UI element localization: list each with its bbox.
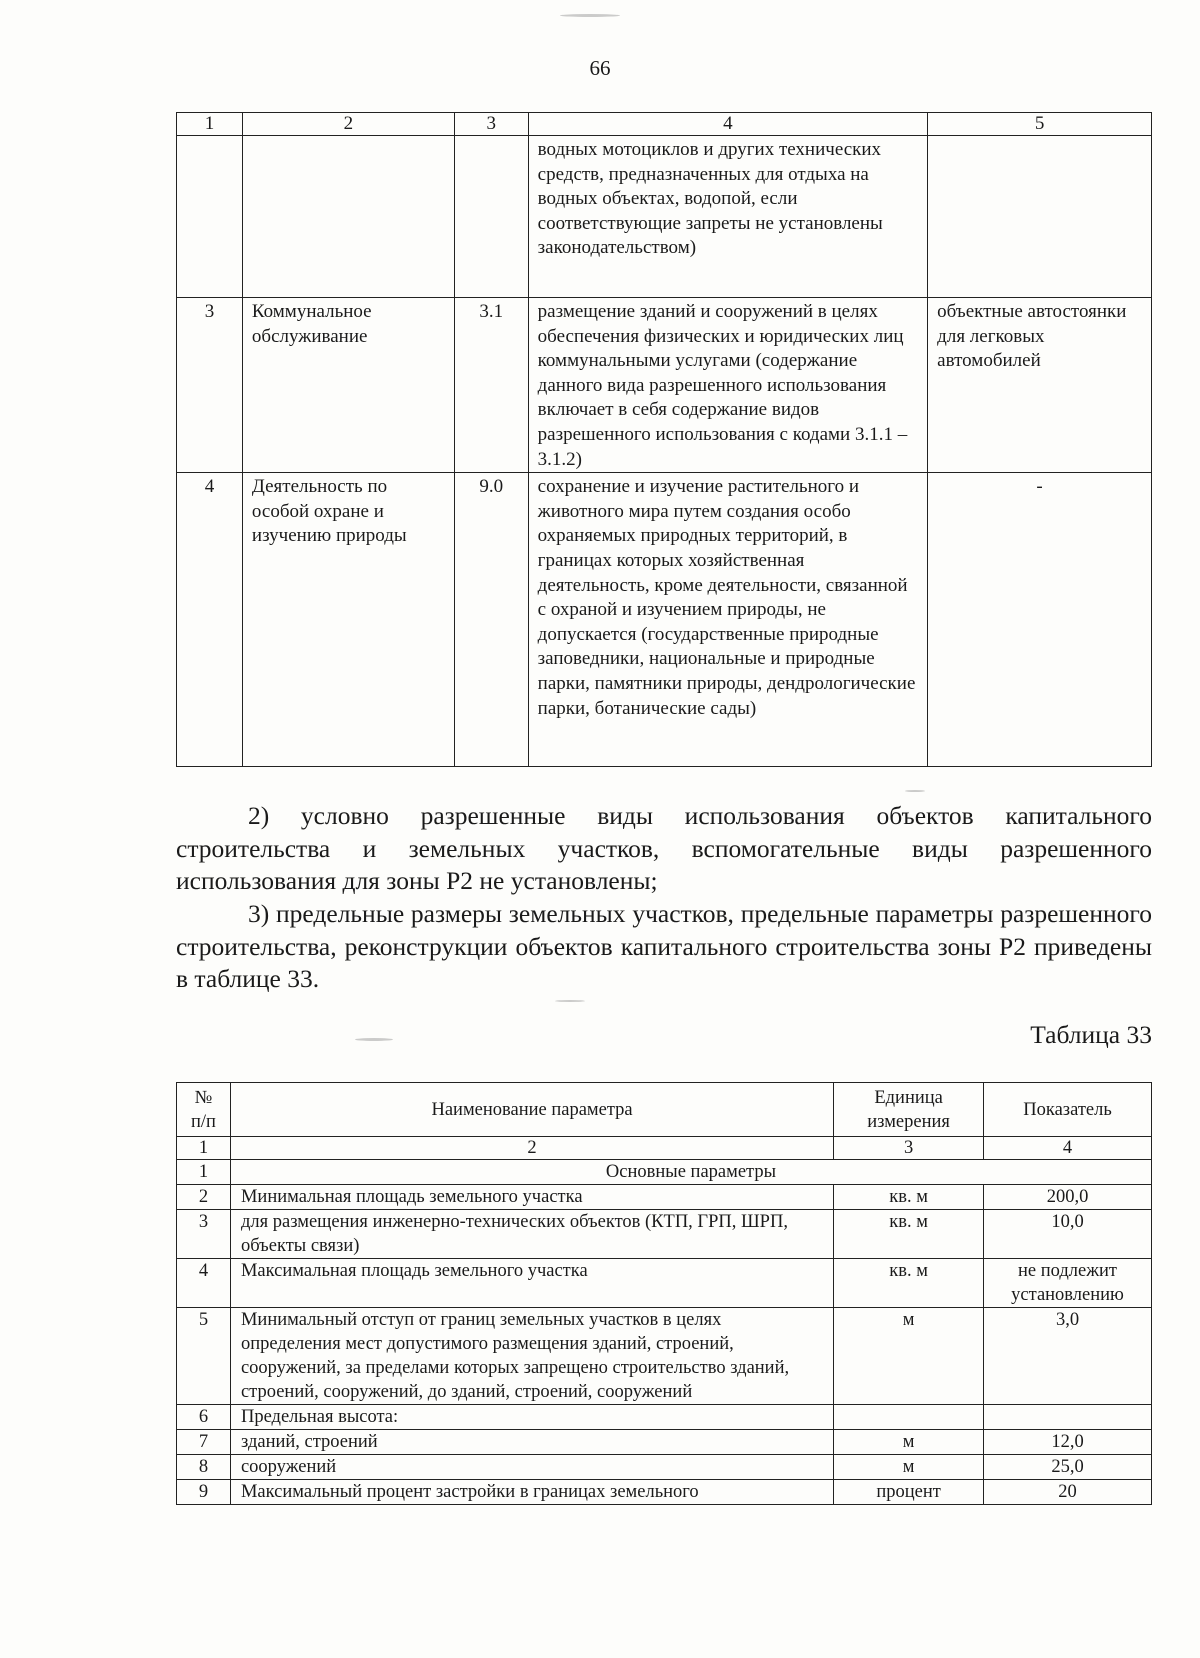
column-number: 5 xyxy=(928,113,1152,136)
table-header-row xyxy=(177,113,1152,136)
parameter-value: 12,0 xyxy=(984,1430,1152,1455)
parameter-unit: м xyxy=(834,1430,984,1455)
table-row xyxy=(177,1480,1152,1505)
table-row-section xyxy=(177,1160,1152,1185)
column-number: 4 xyxy=(528,113,928,136)
auxiliary-use: - xyxy=(928,473,1152,767)
row-number xyxy=(177,136,243,298)
header-parameter-name: Наименование параметра xyxy=(230,1083,833,1137)
parameter-unit: кв. м xyxy=(834,1259,984,1308)
use-type-description: сохранение и изучение растительного и животного мира путем создания особо охраняемых природных территорий, в границах которых хозяйственная деятельность, кроме деятельности, связанной с охраной и изучением природы, не допускается (государственные природные заповедники, национальные и природные парки, памятники природы, дендрологические парки, ботанические сады) xyxy=(528,473,928,767)
auxiliary-use xyxy=(928,136,1152,298)
row-number: 2 xyxy=(177,1185,231,1210)
use-type-name: Деятельность по особой охране и изучению природы xyxy=(242,473,454,767)
table-row xyxy=(177,473,1152,767)
row-number: 7 xyxy=(177,1430,231,1455)
parameter-unit: процент xyxy=(834,1480,984,1505)
row-number: 4 xyxy=(177,473,243,767)
parameter-name: Минимальная площадь земельного участка xyxy=(230,1185,833,1210)
parameters-table xyxy=(176,1082,1152,1505)
row-number: 3 xyxy=(177,298,243,473)
table-row xyxy=(177,1185,1152,1210)
auxiliary-use: объектные автостоянки для легковых автомобилей xyxy=(928,298,1152,473)
page-number: 66 xyxy=(589,56,611,80)
column-number: 3 xyxy=(834,1137,984,1160)
column-number: 4 xyxy=(984,1137,1152,1160)
table-row xyxy=(177,1405,1152,1430)
scan-speck xyxy=(905,790,925,792)
table-row xyxy=(177,1430,1152,1455)
paragraph-conditional-uses: 2) условно разрешенные виды использования объектов капитального строительства и земельных участков, вспомогательные виды разрешенного использования для зоны Р2 не установлены; xyxy=(176,801,1152,895)
header-value: Показатель xyxy=(984,1083,1152,1137)
permitted-use-table xyxy=(176,112,1152,767)
use-type-description: водных мотоциклов и других технических средств, предназначенных для отдыха на водных объектах, водопой, если соответствующие запреты не установлены законодательством) xyxy=(528,136,928,298)
header-unit: Единица измерения xyxy=(834,1083,984,1137)
column-number: 1 xyxy=(177,1137,231,1160)
column-numbers-row xyxy=(177,1137,1152,1160)
parameter-value xyxy=(984,1405,1152,1430)
table-row xyxy=(177,1455,1152,1480)
row-number: 1 xyxy=(177,1160,231,1185)
parameter-unit xyxy=(834,1405,984,1430)
column-number: 3 xyxy=(454,113,528,136)
use-type-description: размещение зданий и сооружений в целях обеспечения физических и юридических лиц коммунальными услугами (содержание данного вида разрешенного использования включает в себя содержание видов разрешенного использования с кодами 3.1.1 – 3.1.2) xyxy=(528,298,928,473)
parameter-name: Предельная высота: xyxy=(230,1405,833,1430)
section-title: Основные параметры xyxy=(230,1160,1151,1185)
row-number: 3 xyxy=(177,1210,231,1259)
table-row xyxy=(177,1259,1152,1308)
table-caption: Таблица 33 xyxy=(1030,1020,1152,1049)
column-number: 2 xyxy=(230,1137,833,1160)
row-number: 6 xyxy=(177,1405,231,1430)
table-header-row xyxy=(177,1083,1152,1137)
use-type-code: 9.0 xyxy=(454,473,528,767)
row-number: 4 xyxy=(177,1259,231,1308)
parameter-unit: м xyxy=(834,1455,984,1480)
header-number: № п/п xyxy=(177,1083,231,1137)
scan-speck xyxy=(555,1000,585,1002)
parameter-value: 20 xyxy=(984,1480,1152,1505)
parameter-value: 3,0 xyxy=(984,1308,1152,1405)
scan-speck xyxy=(355,1038,393,1041)
table-row xyxy=(177,136,1152,298)
column-number: 2 xyxy=(242,113,454,136)
parameter-name: сооружений xyxy=(230,1455,833,1480)
row-number: 9 xyxy=(177,1480,231,1505)
parameter-value: 200,0 xyxy=(984,1185,1152,1210)
table-row xyxy=(177,1210,1152,1259)
parameter-value: не подлежит установлению xyxy=(984,1259,1152,1308)
parameter-name: Минимальный отступ от границ земельных участков в целях определения мест допустимого размещения зданий, строений, сооружений, за пределами которых запрещено строительство зданий, строений, сооружений, до зданий, строений, сооружений xyxy=(230,1308,833,1405)
parameter-unit: м xyxy=(834,1308,984,1405)
table-row xyxy=(177,298,1152,473)
row-number: 5 xyxy=(177,1308,231,1405)
parameter-name: для размещения инженерно-технических объектов (КТП, ГРП, ШРП, объекты связи) xyxy=(230,1210,833,1259)
use-type-name: Коммунальное обслуживание xyxy=(242,298,454,473)
scan-speck xyxy=(560,14,620,17)
use-type-name xyxy=(242,136,454,298)
parameter-name: Максимальная площадь земельного участка xyxy=(230,1259,833,1308)
paragraph-limit-parameters: 3) предельные размеры земельных участков, предельные параметры разрешенного строительства, реконструкции объектов капитального строительства зоны Р2 приведены в таблице 33. xyxy=(176,899,1152,993)
row-number: 8 xyxy=(177,1455,231,1480)
table-row xyxy=(177,1308,1152,1405)
parameter-value: 25,0 xyxy=(984,1455,1152,1480)
parameter-name: зданий, строений xyxy=(230,1430,833,1455)
use-type-code xyxy=(454,136,528,298)
column-number: 1 xyxy=(177,113,243,136)
use-type-code: 3.1 xyxy=(454,298,528,473)
parameter-value: 10,0 xyxy=(984,1210,1152,1259)
parameter-name: Максимальный процент застройки в границах земельного xyxy=(230,1480,833,1505)
parameter-unit: кв. м xyxy=(834,1185,984,1210)
parameter-unit: кв. м xyxy=(834,1210,984,1259)
